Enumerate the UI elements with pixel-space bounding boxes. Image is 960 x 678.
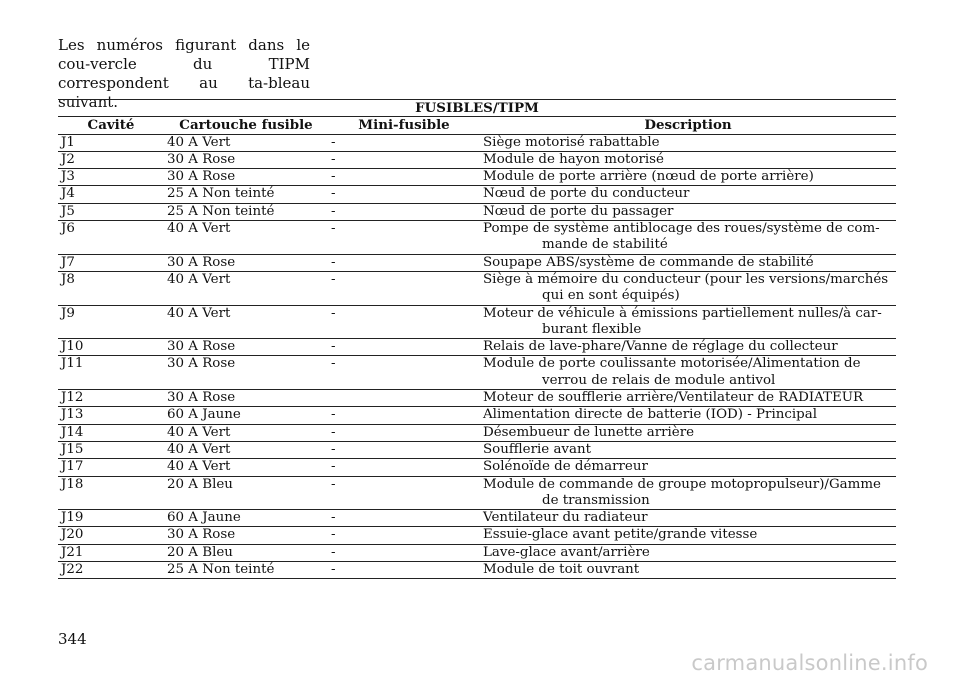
cell-cavity: J7 (58, 254, 164, 271)
table-caption-row (58, 100, 896, 117)
cell-cavity: J10 (58, 339, 164, 356)
table-row (58, 441, 896, 458)
description-line: Alimentation directe de batterie (IOD) - Principal (483, 407, 817, 423)
cell-cavity: J17 (58, 459, 164, 476)
table-row (58, 339, 896, 356)
cell-description (480, 305, 896, 339)
table-row (58, 459, 896, 476)
table-row (58, 356, 896, 390)
table-row (58, 134, 896, 151)
cell-mini-fuse: - (328, 271, 480, 305)
cell-mini-fuse: - (328, 407, 480, 424)
table-row (58, 424, 896, 441)
table-row (58, 476, 896, 510)
description-line: Ventilateur du radiateur (483, 510, 648, 526)
cell-mini-fuse: - (328, 459, 480, 476)
cell-mini-fuse: - (328, 151, 480, 168)
cell-cavity: J20 (58, 527, 164, 544)
cell-cavity: J13 (58, 407, 164, 424)
cell-description (480, 510, 896, 527)
cell-cartridge: 40 A Vert (164, 459, 328, 476)
description-line: Essuie-glace avant petite/grande vitesse (483, 527, 758, 543)
cell-description (480, 186, 896, 203)
cell-mini-fuse: - (328, 441, 480, 458)
description-line: Module de commande de groupe motopropulseur)/Gamme (483, 476, 881, 492)
cell-cartridge: 30 A Rose (164, 169, 328, 186)
cell-description (480, 134, 896, 151)
table-row (58, 407, 896, 424)
cell-description (480, 476, 896, 510)
page-number: 344 (58, 630, 87, 648)
cell-cavity: J4 (58, 186, 164, 203)
cell-description (480, 271, 896, 305)
cell-cartridge: 25 A Non teinté (164, 562, 328, 579)
cell-cartridge: 30 A Rose (164, 390, 328, 407)
description-line: Lave-glace avant/arrière (483, 544, 650, 560)
header-description: Description (480, 117, 896, 134)
table-row (58, 271, 896, 305)
table-row (58, 390, 896, 407)
cell-mini-fuse: - (328, 562, 480, 579)
description-continuation: de transmission (542, 492, 650, 508)
cell-mini-fuse: - (328, 134, 480, 151)
table-row (58, 544, 896, 561)
table-row (58, 169, 896, 186)
intro-paragraph: Les numéros figurant dans le cou-vercle du TIPM correspondent au ta-bleau suivant. (58, 36, 310, 111)
cell-cavity: J21 (58, 544, 164, 561)
cell-cavity: J1 (58, 134, 164, 151)
cell-mini-fuse: - (328, 544, 480, 561)
description-continuation: verrou de relais de module antivol (542, 372, 776, 388)
table-row (58, 186, 896, 203)
cell-description (480, 441, 896, 458)
fuse-table (58, 99, 896, 579)
description-line: Module de toit ouvrant (483, 562, 640, 578)
cell-mini-fuse: - (328, 424, 480, 441)
table-row (58, 151, 896, 168)
cell-cartridge: 30 A Rose (164, 356, 328, 390)
header-cartridge: Cartouche fusible (164, 117, 328, 134)
cell-cavity: J5 (58, 203, 164, 220)
table-caption: FUSIBLES/TIPM (58, 100, 896, 117)
header-mini-fuse: Mini-fusible (328, 117, 480, 134)
cell-description (480, 562, 896, 579)
cell-cartridge: 60 A Jaune (164, 510, 328, 527)
description-line: Siège à mémoire du conducteur (pour les versions/marchés (483, 271, 889, 287)
table-row (58, 203, 896, 220)
cell-cartridge: 30 A Rose (164, 254, 328, 271)
cell-description (480, 544, 896, 561)
description-line: Moteur de soufflerie arrière/Ventilateur de RADIATEUR (483, 390, 864, 406)
cell-mini-fuse: - (328, 339, 480, 356)
cell-description (480, 169, 896, 186)
cell-cartridge: 60 A Jaune (164, 407, 328, 424)
cell-cavity: J8 (58, 271, 164, 305)
description-continuation: qui en sont équipés) (542, 288, 680, 304)
cell-cartridge: 40 A Vert (164, 424, 328, 441)
cell-mini-fuse: - (328, 169, 480, 186)
description-line: Pompe de système antiblocage des roues/système de com- (483, 221, 880, 237)
table-row (58, 221, 896, 255)
description-continuation: mande de stabilité (542, 237, 668, 253)
cell-description (480, 424, 896, 441)
cell-description (480, 254, 896, 271)
cell-cartridge: 25 A Non teinté (164, 186, 328, 203)
description-line: Module de hayon motorisé (483, 151, 664, 167)
cell-description (480, 390, 896, 407)
cell-description (480, 221, 896, 255)
cell-cavity: J3 (58, 169, 164, 186)
cell-cartridge: 40 A Vert (164, 221, 328, 255)
cell-cavity: J11 (58, 356, 164, 390)
cell-description (480, 459, 896, 476)
cell-mini-fuse: - (328, 510, 480, 527)
table-body (58, 134, 896, 579)
cell-description (480, 203, 896, 220)
cell-description (480, 151, 896, 168)
table-row (58, 527, 896, 544)
cell-mini-fuse: - (328, 203, 480, 220)
cell-mini-fuse: - (328, 221, 480, 255)
table-row (58, 510, 896, 527)
cell-cartridge: 40 A Vert (164, 305, 328, 339)
table-row (58, 562, 896, 579)
cell-cavity: J9 (58, 305, 164, 339)
cell-cartridge: 30 A Rose (164, 151, 328, 168)
description-line: Relais de lave-phare/Vanne de réglage du collecteur (483, 339, 838, 355)
description-line: Solénoïde de démarreur (483, 459, 648, 475)
cell-cartridge: 40 A Vert (164, 134, 328, 151)
cell-cavity: J15 (58, 441, 164, 458)
description-line: Nœud de porte du conducteur (483, 186, 690, 202)
header-cavity: Cavité (58, 117, 164, 134)
cell-cartridge: 40 A Vert (164, 271, 328, 305)
description-line: Nœud de porte du passager (483, 203, 674, 219)
cell-mini-fuse: - (328, 186, 480, 203)
cell-cavity: J18 (58, 476, 164, 510)
cell-description (480, 339, 896, 356)
table-header-row (58, 117, 896, 134)
cell-mini-fuse: - (328, 305, 480, 339)
cell-mini-fuse: - (328, 356, 480, 390)
cell-mini-fuse (328, 390, 480, 407)
watermark-logo: carmanualsonline.info (691, 651, 928, 675)
description-line: Module de porte coulissante motorisée/Alimentation de (483, 356, 861, 372)
description-line: Soufflerie avant (483, 441, 591, 457)
cell-mini-fuse: - (328, 476, 480, 510)
description-continuation: burant flexible (542, 321, 642, 337)
cell-cartridge: 30 A Rose (164, 339, 328, 356)
cell-cavity: J2 (58, 151, 164, 168)
description-line: Siège motorisé rabattable (483, 134, 660, 150)
cell-cartridge: 20 A Bleu (164, 544, 328, 561)
cell-mini-fuse: - (328, 527, 480, 544)
description-line: Module de porte arrière (nœud de porte arrière) (483, 169, 814, 185)
cell-cavity: J22 (58, 562, 164, 579)
description-line: Moteur de véhicule à émissions partiellement nulles/à car- (483, 305, 882, 321)
cell-cartridge: 30 A Rose (164, 527, 328, 544)
description-line: Désembueur de lunette arrière (483, 424, 695, 440)
cell-cartridge: 20 A Bleu (164, 476, 328, 510)
cell-cartridge: 25 A Non teinté (164, 203, 328, 220)
cell-description (480, 356, 896, 390)
cell-description (480, 527, 896, 544)
cell-cartridge: 40 A Vert (164, 441, 328, 458)
cell-description (480, 407, 896, 424)
table-row (58, 305, 896, 339)
cell-mini-fuse: - (328, 254, 480, 271)
cell-cavity: J6 (58, 221, 164, 255)
description-line: Soupape ABS/système de commande de stabilité (483, 254, 814, 270)
cell-cavity: J19 (58, 510, 164, 527)
cell-cavity: J12 (58, 390, 164, 407)
table-row (58, 254, 896, 271)
cell-cavity: J14 (58, 424, 164, 441)
